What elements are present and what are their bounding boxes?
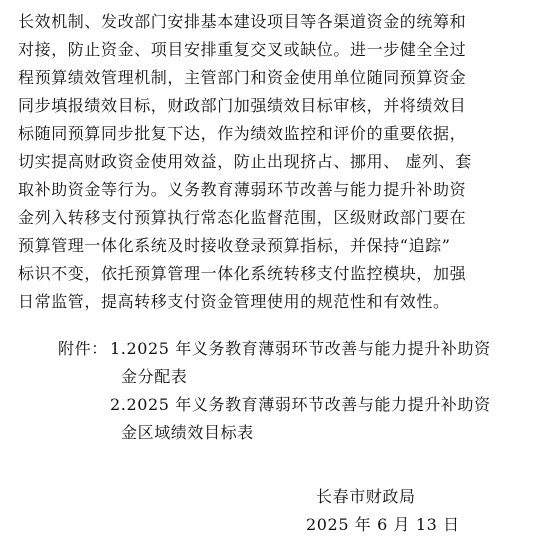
body-line-6: 切实提高财政资金使用效益，防止出现挤占、挪用、 虚列、套	[18, 152, 472, 171]
attachments-label: 附件：	[58, 339, 108, 358]
body-line-2: 对接，防止资金、项目安排重复交叉或缺位。进一步健全全过	[18, 40, 467, 59]
body-line-1: 长效机制、发改部门安排基本建设项目等各渠道资金的统筹和	[18, 12, 467, 31]
attachment-2-line-1: 2.2025 年义务教育薄弱环节改善与能力提升补助资	[110, 395, 491, 414]
body-line-5: 标随同预算同步批复下达，作为绩效监控和评价的重要依据，	[18, 124, 467, 143]
body-line-3: 程预算绩效管理机制，主管部门和资金使用单位随同预算资金	[18, 68, 467, 87]
body-line-10: 标识不变，依托预算管理一体化系统转移支付监控模块，加强	[18, 264, 467, 283]
body-line-7: 取补助资金等行为。义务教育薄弱环节改善与能力提升补助资	[18, 180, 467, 199]
body-line-11: 日常监管，提高转移支付资金管理使用的规范性和有效性。	[18, 292, 450, 311]
attachment-2-line-2: 金区域绩效目标表	[121, 423, 254, 442]
signature-organization: 长春市财政局	[316, 487, 416, 506]
attachment-1-line-2: 金分配表	[121, 367, 188, 386]
body-line-9: 预算管理一体化系统及时接收登录预算指标，并保持“追踪”	[18, 236, 451, 255]
body-line-4: 同步填报绩效目标，财政部门加强绩效目标审核，并将绩效目	[18, 96, 467, 115]
attachment-1-line-1: 1.2025 年义务教育薄弱环节改善与能力提升补助资	[110, 339, 491, 358]
body-line-8: 金列入转移支付预算执行常态化监督范围，区级财政部门要在	[18, 208, 467, 227]
signature-date: 2025 年 6 月 13 日	[306, 515, 460, 534]
